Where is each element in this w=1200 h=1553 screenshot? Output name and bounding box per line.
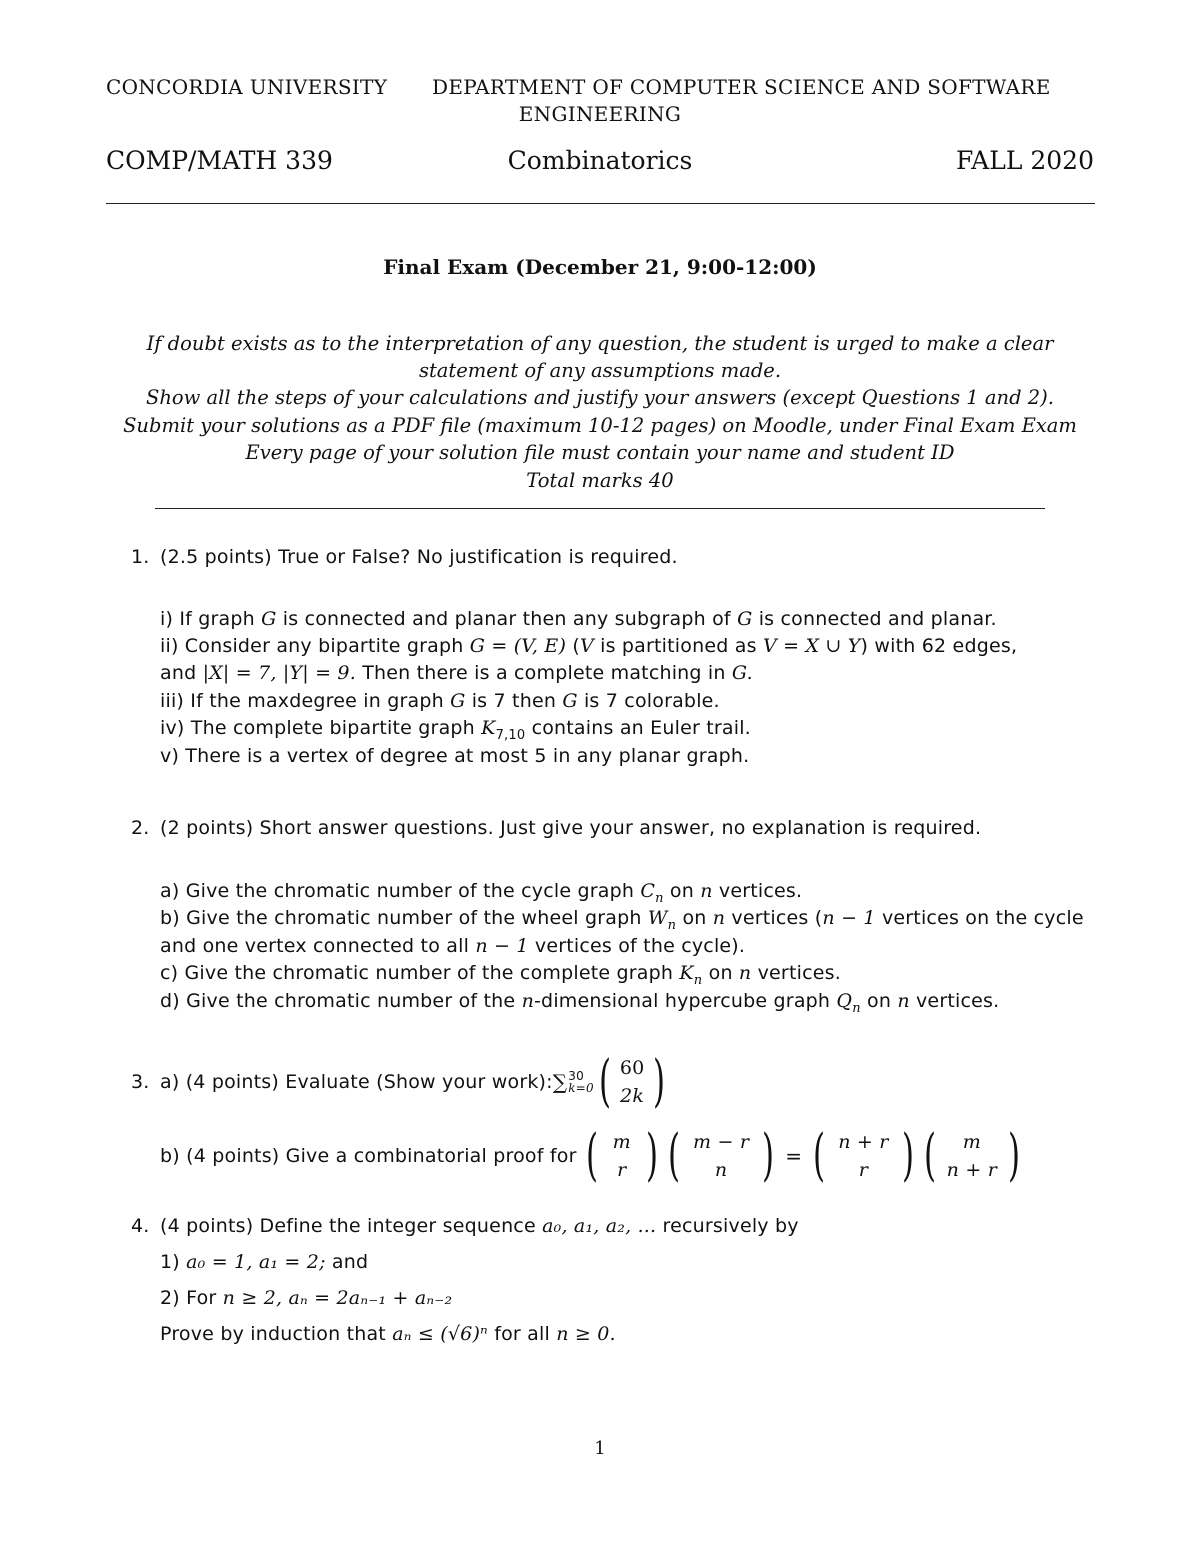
question-1-intro: (2.5 points) True or False? No justification is required. (160, 546, 678, 568)
question-4-line2: 2) For n ≥ 2, aₙ = 2aₙ₋₁ + aₙ₋₂ (160, 1287, 453, 1309)
question-4-line3: Prove by induction that aₙ ≤ (√6)ⁿ for all n ≥ 0. (160, 1323, 616, 1345)
header-divider (106, 203, 1095, 204)
instruction-line: Every page of your solution file must contain your name and student ID (245, 441, 955, 464)
question-1-item-iv: iv) The complete bipartite graph $K_{7,10}$ contains an Euler trail. (160, 717, 751, 743)
question-4-number: 4. (131, 1215, 150, 1237)
page-number: 1 (594, 1438, 606, 1459)
binomial-m-minus-r-n: ( m − r n ) (667, 1123, 775, 1188)
question-1-item-ii-cont: and |X| = 7, |Y| = 9. Then there is a complete matching in G. (160, 662, 753, 684)
question-3a-text: a) (4 points) Evaluate (Show your work): (160, 1071, 553, 1093)
question-2-item-a: a) Give the chromatic number of the cycle graph $C_n$ on n vertices. (160, 880, 803, 906)
department-line1: DEPARTMENT OF COMPUTER SCIENCE AND SOFTWARE (432, 75, 1051, 99)
question-4-intro: (4 points) Define the integer sequence a₀, a₁, a₂, ... recursively by (160, 1215, 799, 1237)
course-code: COMP/MATH 339 (106, 146, 333, 175)
sum-operator: ∑ 30 k=0 (552, 1069, 594, 1095)
binomial-m-r: ( m r ) (585, 1123, 658, 1188)
question-1-item-iii: iii) If the maxdegree in graph G is 7 then G is 7 colorable. (160, 690, 720, 712)
instruction-line: Submit your solutions as a PDF file (maximum 10-12 pages) on Moodle, under Final Exam Exam (123, 414, 1077, 437)
question-3b-text: b) (4 points) Give a combinatorial proof for (160, 1145, 577, 1167)
question-3a (160, 1049, 671, 1115)
question-2-item-c: c) Give the chromatic number of the complete graph $K_n$ on n vertices. (160, 962, 841, 988)
question-1-item-i: i) If graph G is connected and planar then any subgraph of G is connected and planar. (160, 608, 997, 630)
course-subject: Combinatorics (507, 146, 693, 175)
instruction-line: Show all the steps of your calculations and justify your answers (except Questions 1 and 2). (146, 386, 1054, 409)
department-line2: ENGINEERING (518, 102, 682, 126)
question-2-number: 2. (131, 817, 150, 839)
question-1-number: 1. (131, 546, 150, 568)
total-marks: Total marks 40 (526, 469, 674, 492)
question-3-number: 3. (131, 1071, 150, 1093)
binomial-n-plus-r-r: ( n + r r ) (813, 1123, 914, 1188)
instructions-divider (155, 508, 1045, 509)
equals-sign: = (785, 1144, 803, 1168)
binomial-m-n-plus-r: ( m n + r ) (923, 1123, 1021, 1188)
question-2-item-b-cont: and one vertex connected to all n − 1 vertices of the cycle). (160, 935, 746, 957)
exam-title: Final Exam (December 21, 9:00-12:00) (383, 255, 817, 279)
question-1-item-v: v) There is a vertex of degree at most 5 in any planar graph. (160, 745, 750, 767)
binomial-60-2k: ( 60 2k ) (598, 1049, 666, 1114)
question-2-item-d: d) Give the chromatic number of the n-dimensional hypercube graph $Q_n$ on n vertices. (160, 990, 1000, 1016)
question-2-intro: (2 points) Short answer questions. Just give your answer, no explanation is required. (160, 817, 982, 839)
question-1-item-ii: ii) Consider any bipartite graph G = (V, E) (V is partitioned as V = X ∪ Y) with 62 edges, (160, 635, 1018, 657)
instruction-line: If doubt exists as to the interpretation of any question, the student is urged to make a clear (146, 332, 1054, 355)
question-2-item-b: b) Give the chromatic number of the wheel graph $W_n$ on n vertices (n − 1 vertices on the cycle (160, 907, 1084, 933)
question-3b (160, 1123, 1025, 1189)
instruction-line: statement of any assumptions made. (418, 359, 782, 382)
question-4-line1: 1) a₀ = 1, a₁ = 2; and (160, 1251, 369, 1273)
course-term: FALL 2020 (955, 146, 1094, 175)
university-name: CONCORDIA UNIVERSITY (106, 75, 388, 99)
